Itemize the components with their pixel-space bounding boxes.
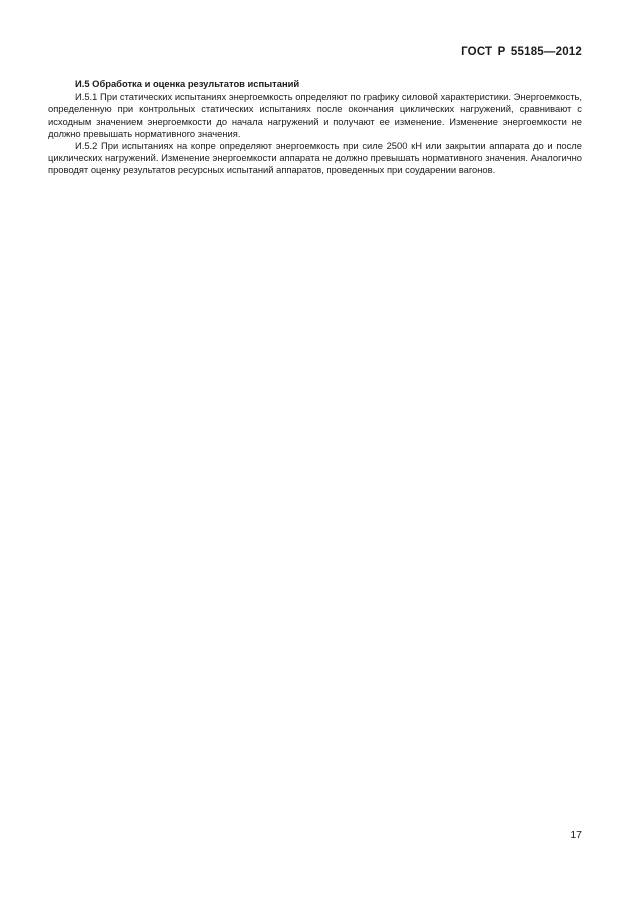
- paragraph-i-5-2: И.5.2 При испытаниях на копре определяют энергоемкость при силе 2500 кН или закрытии аппарата до и после циклических нагружений. Изменение энергоемкости аппарата не должно превышать нормативного значения. Аналогично проводят оценку результатов ресурсных испытаний аппаратов, проведенных при соударении вагонов.: [48, 140, 582, 176]
- paragraph-i-5-1: И.5.1 При статических испытаниях энергоемкость определяют по графику силовой характеристики. Энергоемкость, определенную при контрольных статических испытаниях после окончания циклических нагружений, сравнивают с исходным значением энергоемкости до начала нагружений и получают ее изменение. Изменение энергоемкости не должно превышать нормативного значения.: [48, 91, 582, 139]
- document-code-header: ГОСТ Р 55185—2012: [461, 46, 582, 58]
- section-content: [48, 78, 582, 177]
- page-number: 17: [570, 829, 582, 841]
- section-title: И.5 Обработка и оценка результатов испытаний: [75, 78, 300, 89]
